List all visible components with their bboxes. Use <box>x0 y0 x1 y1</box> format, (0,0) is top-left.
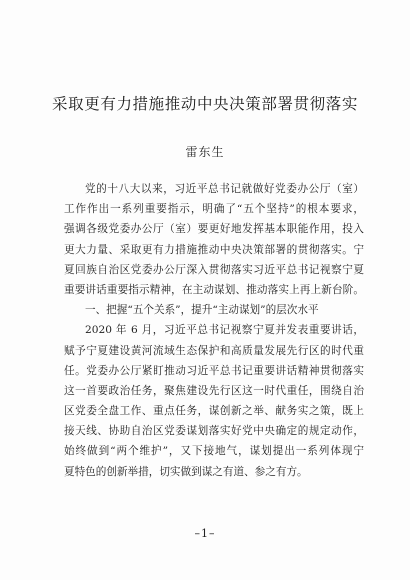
body-line: 党的十八大以来，习近平总书记就做好党委办公厅（室） <box>85 183 364 195</box>
body-line: 重要讲话重要指示精神，在主动谋划、推动落实上再上新台阶。 <box>64 283 364 296</box>
body-line: 接天线、协助自治区党委谋划落实好党中央确定的规定动作， <box>64 425 364 438</box>
body-line: 区党委全盘工作、重点任务，谋创新之举、献务实之策，既上 <box>64 405 364 418</box>
body-line: 工作作出一系列重要指示，明确了“五个坚持”的根本要求， <box>64 203 364 216</box>
body-line: 更大力量、采取更有力措施推动中央决策部署的贯彻落实。宁 <box>64 243 364 256</box>
page-number: –1– <box>194 527 216 540</box>
body-line: 始终做到“两个维护”，又下接地气，谋划提出一系列体现宁 <box>64 445 364 458</box>
document-body <box>64 179 364 482</box>
section-heading: 一、把握“五个关系”，提升“主动谋划”的层次水平 <box>85 304 319 317</box>
body-line: 这一首要政治任务，聚焦建设先行区这一时代重任，围绕自治 <box>64 384 364 397</box>
body-line: 2020 年 6 月，习近平总书记视察宁夏并发表重要讲话， <box>85 324 364 337</box>
body-line: 强调各级党委办公厅（室）要更好地发挥基本职能作用，投入 <box>64 223 364 236</box>
body-line: 夏特色的创新举措，切实做到谋之有道、参之有方。 <box>64 465 308 478</box>
document-title: 采取更有力措施推动中央决策部署贯彻落实 <box>52 95 358 113</box>
body-line: 任。党委办公厅紧盯推动习近平总书记重要讲话精神贯彻落实 <box>64 364 364 377</box>
body-line: 赋予宁夏建设黄河流域生态保护和高质量发展先行区的时代重 <box>64 344 364 357</box>
author-name: 雷东生 <box>185 145 225 159</box>
body-line: 夏回族自治区党委办公厅深入贯彻落实习近平总书记视察宁夏 <box>64 263 364 276</box>
